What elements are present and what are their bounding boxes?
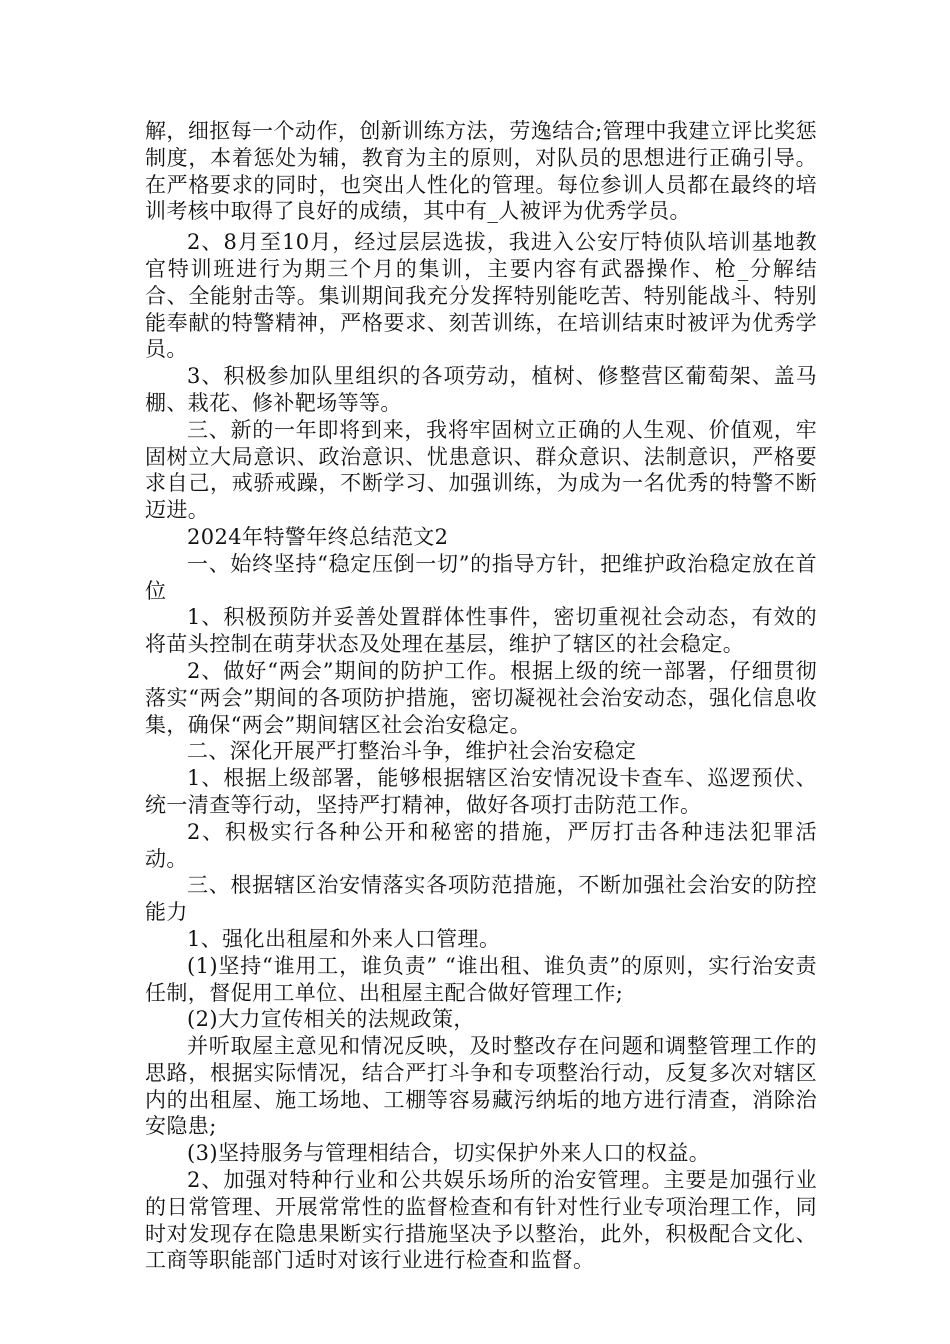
paragraph: (2)大力宣传相关的法规政策， (187, 1007, 475, 1032)
paragraph: 3、积极参加队里组织的各项劳动，植树、修整营区葡萄架、盖马棚、栽花、修补靶场等等。 (145, 364, 817, 415)
paragraph: 1、积极预防并妥善处置群体性事件，密切重视社会动态，有效的将苗头控制在萌芽状态及处理在基层，维护了辖区的社会稳定。 (145, 605, 817, 657)
paragraph: 一、始终坚持“稳定压倒一切”的指导方针，把维护政治稳定放在首位 (145, 551, 817, 603)
paragraph: 三、根据辖区治安情落实各项防范措施，不断加强社会治安的防控能力 (145, 873, 817, 925)
paragraph: 2、积极实行各种公开和秘密的措施，严厉打击各种违法犯罪活动。 (145, 819, 817, 871)
paragraph: 2、做好“两会”期间的防护工作。根据上级的统一部署，仔细贯彻落实“两会”期间的各项防护措施，密切凝视社会治安动态，强化信息收集，确保“两会”期间辖区社会治安稳定。 (145, 658, 817, 737)
paragraph: 二、深化开展严打整治斗争，维护社会治安稳定 (187, 739, 637, 764)
paragraph: 1、根据上级部署，能够根据辖区治安情况设卡查车、巡逻预伏、统一清查等行动，坚持严打精神，做好各项打击防范工作。 (145, 766, 817, 817)
paragraph: (1)坚持“谁用工，谁负责” “谁出租、谁负责”的原则，实行治安责任制，督促用工单位、出租屋主配合做好管理工作; (145, 953, 817, 1005)
paragraph: 三、新的一年即将到来，我将牢固树立正确的人生观、价值观，牢固树立大局意识、政治意识、忧患意识、群众意识、法制意识，严格要求自己，戒骄戒躁，不断学习、加强训练，为成为一名优秀的特警不断迈进。 (145, 417, 817, 523)
paragraph: 2、加强对特种行业和公共娱乐场所的治安管理。主要是加强行业的日常管理、开展常常性的监督检查和有针对性行业专项治理工作，同时对发现存在隐患果断实行措施坚决予以整治，此外，积极配合文化、工商等职能部门适时对该行业进行检查和监督。 (145, 1168, 817, 1273)
document-page (145, 118, 817, 1274)
paragraph: 解，细抠每一个动作，创新训练方法，劳逸结合;管理中我建立评比奖惩制度，本着惩处为辅，教育为主的原则，对队员的思想进行正确引导。在严格要求的同时，也突出人性化的管理。每位参训人员都在最终的培训考核中取得了良好的成绩，其中有_人被评为优秀学员。 (145, 119, 817, 224)
section-heading: 2024年特警年终总结范文2 (187, 524, 449, 549)
paragraph: 并听取屋主意见和情况反映，及时整改存在问题和调整管理工作的思路，根据实际情况，结合严打斗争和专项整治行动，反复多次对辖区内的出租屋、施工场地、工棚等容易藏污纳垢的地方进行清查，消除治安隐患; (145, 1034, 817, 1139)
paragraph: 2、8月至10月，经过层层选拔，我进入公安厅特侦队培训基地教官特训班进行为期三个月的集训，主要内容有武器操作、枪_分解结合、全能射击等。集训期间我充分发挥特别能吃苦、特别能战斗、特别能奉献的特警精神，严格要求、刻苦训练，在培训结束时被评为优秀学员。 (145, 230, 817, 362)
paragraph: (3)坚持服务与管理相结合，切实保护外来人口的权益。 (187, 1141, 711, 1166)
paragraph: 1、强化出租屋和外来人口管理。 (187, 926, 501, 951)
